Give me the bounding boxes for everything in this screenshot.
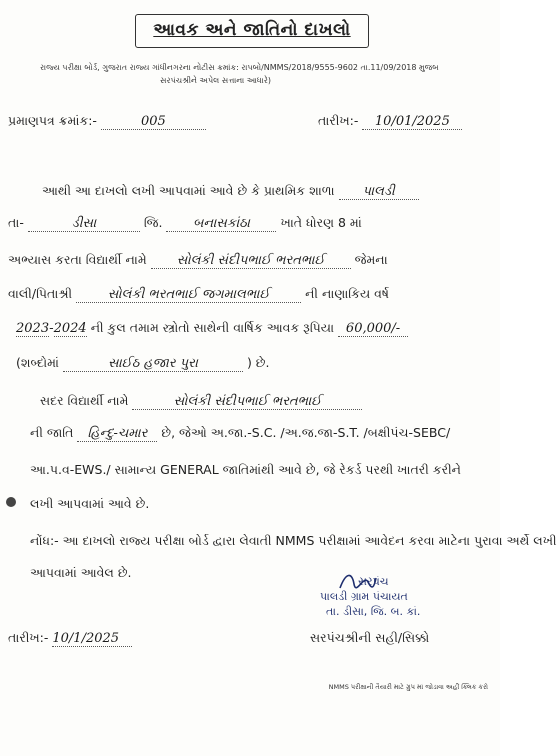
body-text: ) છે. <box>246 355 270 370</box>
cert-no-label: પ્રમાણપત્ર ક્રમાંક:- <box>8 113 97 128</box>
caste-value: હિન્દુ-ચમાર <box>77 426 157 442</box>
taluka-value: ડીસા <box>28 216 140 232</box>
student-name-2: સોલંકી સંદીપભાઈ ભરતભાઈ <box>132 394 362 410</box>
date-bottom-row <box>8 630 132 647</box>
note-line-2: આપવામાં આવેલ છે. <box>30 565 132 580</box>
body-text: છે, જેઓ અ.જા.-S.C. /અ.જ.જા-S.T. /બક્ષીપંચ-SEBC/ <box>161 425 451 440</box>
guardian-name: સોલંકી ભરતભાઈ જગમાલભાઈ <box>76 287 301 303</box>
stamp-line-2: પાલડી ગ્રામ પંચાયત <box>320 590 408 603</box>
body-line-3 <box>8 252 388 269</box>
body-line-4 <box>8 286 389 303</box>
bullet-mark <box>6 497 16 507</box>
reference-line-1: રાજ્ય પરીક્ષા બોર્ડ, ગુજરાત રાજ્ય ગાંધીનગરના નોટીસ ક્રમાંક: રાપબો/NMMS/2018/9555-9602 તા.11/09/2018 મુજબ <box>40 63 439 72</box>
body-text: જેમના <box>354 252 388 267</box>
stamp-line-3: તા. ડીસા, જિ. બ. કાં. <box>326 605 421 618</box>
body-line-7 <box>40 393 362 410</box>
body-line-8 <box>30 425 450 442</box>
body-text: સદર વિદ્યાર્થી નામે <box>40 393 129 408</box>
body-line-9: આ.પ.વ-EWS./ સામાન્ય GENERAL જાતિમાંથી આવે છે, જે રેકર્ડ પરથી ખાતરી કરીને <box>30 462 461 477</box>
stamp-line-1: સરપંચ <box>358 575 389 588</box>
body-line-2 <box>8 215 362 232</box>
year-from: 2023 <box>16 321 50 336</box>
body-text: ની નાણાકિય વર્ષ <box>305 286 389 301</box>
body-text: અભ્યાસ કરતા વિદ્યાર્થી નામે <box>8 252 147 267</box>
district-value: બનાસકાંઠા <box>166 216 276 232</box>
income-value: 60,000/- <box>338 321 408 337</box>
date-bottom-value: 10/1/2025 <box>52 631 132 647</box>
body-text: વાલી/પિતાશ્રી <box>8 286 73 301</box>
body-line-1 <box>42 183 419 200</box>
taluka-label: તા- <box>8 215 24 230</box>
date-top-row <box>318 113 462 130</box>
title-box <box>135 14 369 48</box>
body-text: ની કુલ તમામ સ્ત્રોતો સાથેની વાર્ષિક આવક રૂપિયા <box>90 320 335 335</box>
body-text: ખાતે ધોરણ 8 માં <box>280 215 362 230</box>
body-line-5 <box>16 320 408 337</box>
school-name: પાલડી <box>339 184 419 200</box>
body-line-10: લખી આપવામાં આવે છે. <box>30 496 150 511</box>
body-text: ની જાતિ <box>30 425 74 440</box>
body-text: (શબ્દોમાં <box>16 355 59 370</box>
date-bottom-label: તારીખ:- <box>8 630 49 645</box>
cert-no-value: 005 <box>101 114 206 130</box>
date-top-value: 10/01/2025 <box>362 114 462 130</box>
signature-label: સરપંચશ્રીની સહી/સિક્કો <box>310 630 430 645</box>
student-name: સોલંકી સંદીપભાઈ ભરતભાઈ <box>151 253 351 269</box>
cert-no-row <box>8 113 206 130</box>
body-line-6 <box>16 355 269 372</box>
year-to: 2024 <box>53 321 87 336</box>
year-separator: - <box>49 320 54 335</box>
income-in-words: સાઈઠ હજાર પુરા <box>63 356 243 372</box>
page-title: આવક અને જાતિનો દાખલો <box>153 20 351 40</box>
reference-line-2: સરપંચશ્રીને અપેલ સત્તાના આધારે) <box>160 76 271 85</box>
body-text: આથી આ દાખલો લખી આપવામાં આવે છે કે પ્રાથમિક શાળા <box>42 183 335 198</box>
note-line-1: નોંધ:- આ દાખલો રાજ્ય પરીક્ષા બોર્ડ દ્વારા લેવાતી NMMS પરીક્ષામાં આવેદન કરવા માટેના પુરાવા અર્થે લખી <box>30 533 557 548</box>
footer-link[interactable]: NMMS પરીક્ષાની તૈયારી માટે ગ્રુપ માં જોડાવા અહીં ક્લિક કરો <box>328 683 488 691</box>
district-label: જિ. <box>143 215 163 230</box>
date-top-label: તારીખ:- <box>318 113 359 128</box>
